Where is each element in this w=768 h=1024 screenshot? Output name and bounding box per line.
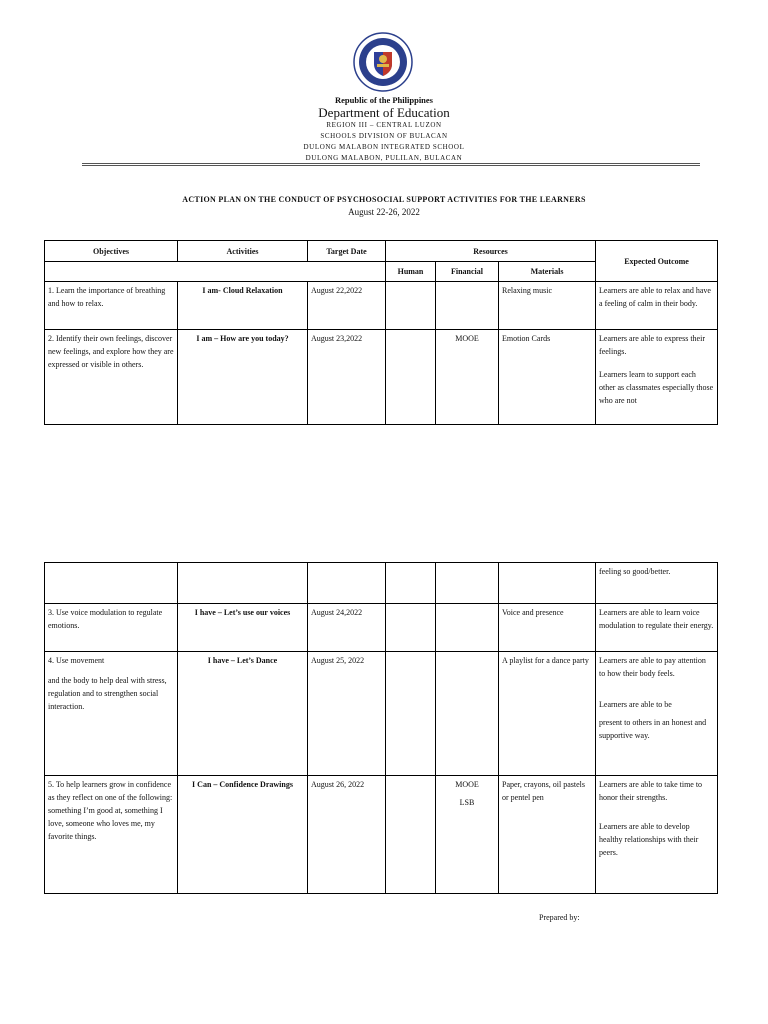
objective-cell — [45, 652, 178, 776]
header-expected-outcome: Expected Outcome — [596, 241, 718, 282]
financial-cell: MOOE — [436, 330, 499, 425]
table-row — [45, 282, 718, 330]
deped-seal-logo — [353, 32, 413, 92]
address-heading: DULONG MALABON, PULILAN, BULACAN — [305, 154, 463, 162]
activity-cell: I am – How are you today? — [178, 330, 308, 425]
header-divider — [82, 163, 700, 164]
outcome-line: Learners are able to develop healthy relationships with their peers. — [599, 822, 699, 857]
prepared-by-label: Prepared by: — [539, 913, 580, 922]
financial-line: LSB — [459, 798, 475, 807]
document-dates: August 22-26, 2022 — [348, 207, 420, 217]
financial-cell — [436, 776, 499, 894]
objective-line: and the body to help deal with stress, regulation and to strengthen social interaction. — [48, 676, 167, 711]
header-target-date: Target Date — [308, 241, 386, 262]
action-plan-table-continued — [44, 562, 718, 894]
date-cell: August 22,2022 — [308, 282, 386, 330]
division-heading: SCHOOLS DIVISION OF BULACAN — [320, 132, 448, 140]
outcome-cell — [596, 652, 718, 776]
date-cell: August 25, 2022 — [308, 652, 386, 776]
table-row — [45, 330, 718, 425]
header-resources: Resources — [386, 241, 596, 262]
materials-cell: A playlist for a dance party — [499, 652, 596, 776]
objective-line: 4. Use movement — [48, 656, 105, 665]
financial-cell — [436, 282, 499, 330]
action-plan-table — [44, 240, 718, 425]
header-activities: Activities — [178, 241, 308, 262]
date-cell: August 24,2022 — [308, 604, 386, 652]
region-heading: REGION III – CENTRAL LUZON — [326, 121, 442, 129]
header-materials: Materials — [499, 262, 596, 282]
outcome-line: Learners are able to express their feelings. — [599, 334, 705, 356]
outcome-line: present to others in an honest and supportive way. — [599, 718, 707, 740]
activity-cell: I am- Cloud Relaxation — [178, 282, 308, 330]
department-heading: Department of Education — [318, 105, 450, 120]
document-title: ACTION PLAN ON THE CONDUCT OF PSYCHOSOCIAL SUPPORT ACTIVITIES FOR THE LEARNERS — [182, 195, 586, 204]
school-heading: DULONG MALABON INTEGRATED SCHOOL — [303, 143, 465, 151]
activity-cell: I have – Let’s Dance — [178, 652, 308, 776]
header-divider-double — [82, 165, 700, 166]
header-financial: Financial — [436, 262, 499, 282]
outcome-line: Learners are able to pay attention to how their body feels. — [599, 656, 706, 678]
financial-cell — [436, 652, 499, 776]
header-objectives: Objectives — [45, 241, 178, 262]
human-cell — [386, 776, 436, 894]
objective-cell: 3. Use voice modulation to regulate emotions. — [45, 604, 178, 652]
financial-cell — [436, 604, 499, 652]
outcome-cell — [596, 776, 718, 894]
outcome-line: Learners are able to be — [599, 700, 672, 709]
activity-cell: I Can – Confidence Drawings — [178, 776, 308, 894]
outcome-line: Learners learn to support each other as classmates especially those who are not — [599, 370, 714, 405]
materials-cell: Voice and presence — [499, 604, 596, 652]
financial-line: MOOE — [455, 780, 479, 789]
date-cell: August 26, 2022 — [308, 776, 386, 894]
outcome-cell: Learners are able to relax and have a feeling of calm in their body. — [596, 282, 718, 330]
materials-cell: Relaxing music — [499, 282, 596, 330]
objective-cell: 5. To help learners grow in confidence as they reflect on one of the following: something I’m good at, something I love, someone who loves me, my favorite things. — [45, 776, 178, 894]
table-row — [45, 776, 718, 894]
human-cell — [386, 330, 436, 425]
header-human: Human — [386, 262, 436, 282]
outcome-cell: Learners are able to learn voice modulation to regulate their energy. — [596, 604, 718, 652]
date-cell: August 23,2022 — [308, 330, 386, 425]
outcome-cell — [596, 330, 718, 425]
outcome-continuation-cell: feeling so good/better. — [596, 563, 718, 604]
table-row — [45, 563, 718, 604]
materials-cell: Emotion Cards — [499, 330, 596, 425]
human-cell — [386, 652, 436, 776]
activity-cell: I have – Let’s use our voices — [178, 604, 308, 652]
objective-cell: 2. Identify their own feelings, discover new feelings, and explore how they are expressed or visible in others. — [45, 330, 178, 425]
republic-heading: Republic of the Philippines — [334, 95, 433, 105]
outcome-line: Learners are able to take time to honor their strengths. — [599, 780, 703, 802]
header-blank-cell — [45, 262, 386, 282]
human-cell — [386, 282, 436, 330]
objective-cell: 1. Learn the importance of breathing and how to relax. — [45, 282, 178, 330]
human-cell — [386, 604, 436, 652]
table-row — [45, 604, 718, 652]
materials-cell: Paper, crayons, oil pastels or pentel pen — [499, 776, 596, 894]
table-row — [45, 652, 718, 776]
